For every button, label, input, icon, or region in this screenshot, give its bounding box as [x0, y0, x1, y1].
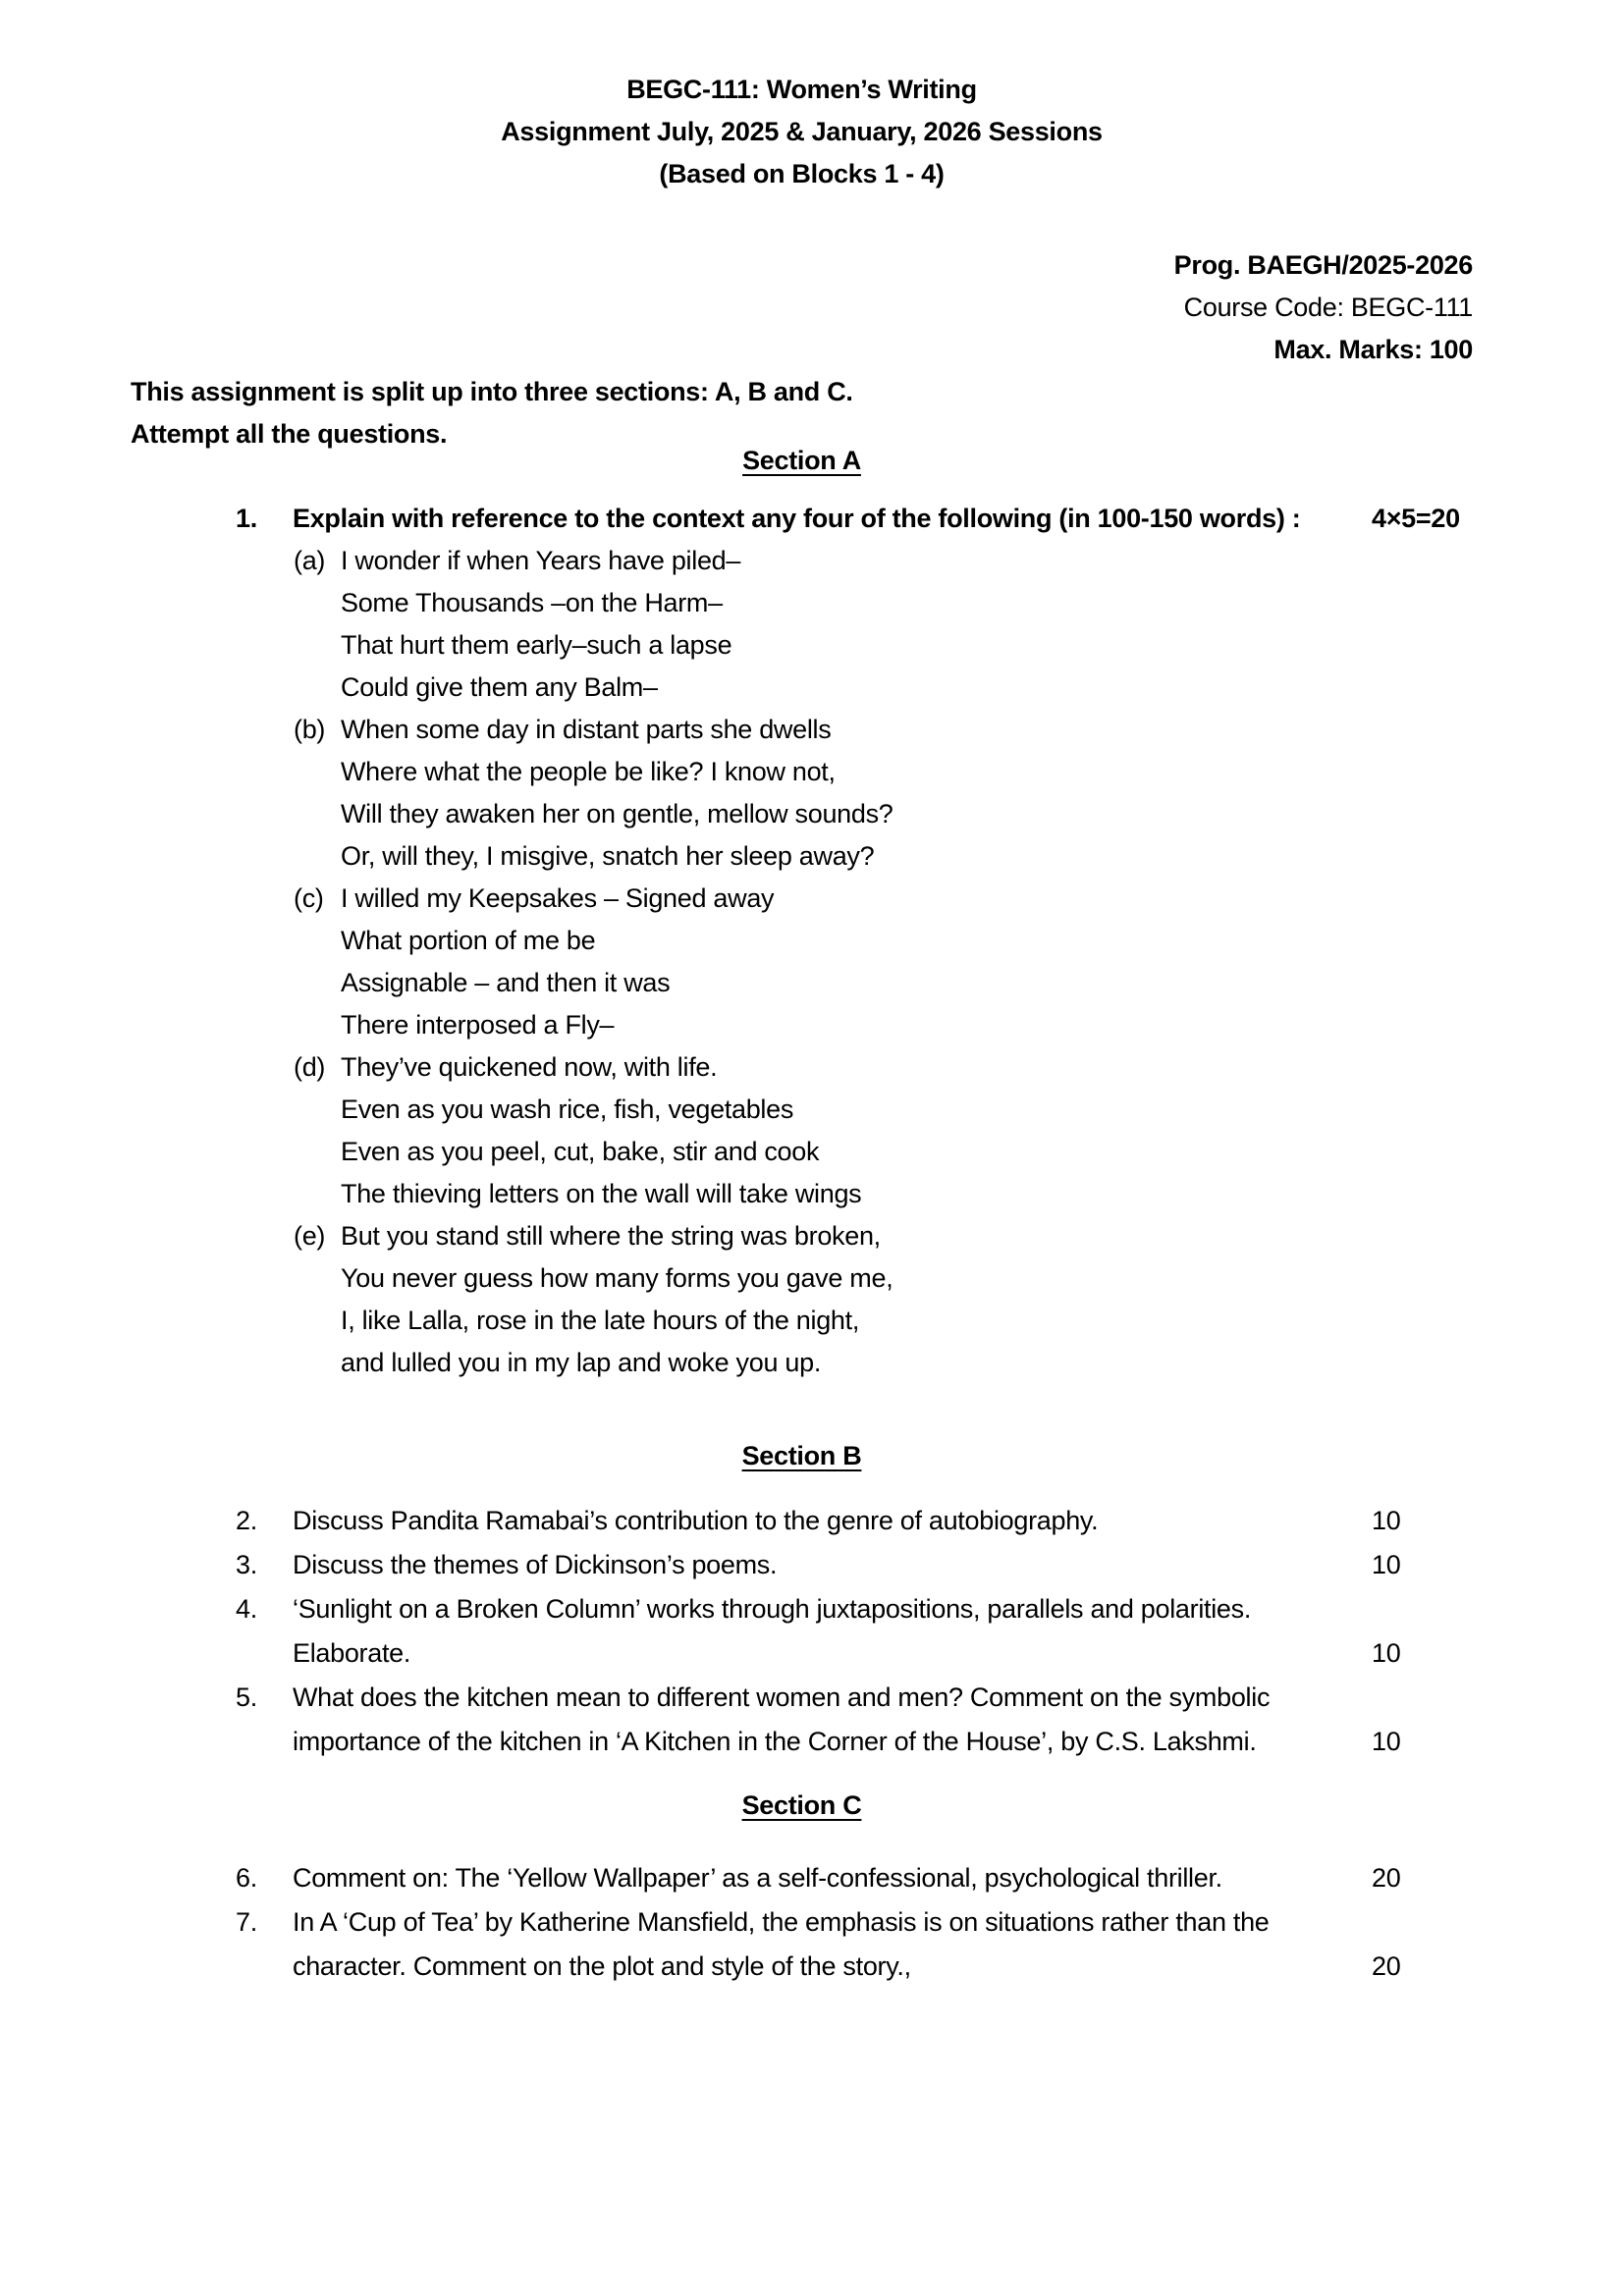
question-5-text-line-2: importance of the kitchen in ‘A Kitchen in the Corner of the House’, by C.S. Lakshmi.	[293, 1727, 1257, 1756]
question-1-marks: 4×5=20	[1372, 504, 1460, 533]
poem-line: Could give them any Balm–	[341, 672, 658, 702]
question-6-text: Comment on: The ‘Yellow Wallpaper’ as a self-confessional, psychological thriller.	[293, 1863, 1222, 1893]
poem-line: But you stand still where the string was broken,	[341, 1221, 881, 1251]
subitem-b-label: (b)	[294, 715, 326, 744]
question-4-number: 4.	[236, 1594, 257, 1624]
poem-line: Will they awaken her on gentle, mellow sounds?	[341, 799, 893, 828]
subitem-e	[131, 1215, 1473, 1384]
section-c	[131, 1856, 1473, 1989]
course-info-block	[131, 244, 1473, 371]
question-2-marks: 10	[1372, 1506, 1401, 1535]
question-7-text-line-1: In A ‘Cup of Tea’ by Katherine Mansfield, the emphasis is on situations rather than the	[293, 1907, 1270, 1937]
subitem-d	[131, 1046, 1473, 1215]
poem-line: That hurt them early–such a lapse	[341, 630, 732, 660]
question-7-marks: 20	[1372, 1951, 1401, 1981]
section-a-title: Section A	[742, 446, 861, 475]
poem-line: Assignable – and then it was	[341, 968, 671, 997]
subitem-a	[131, 540, 1473, 709]
question-4-text-line-1: ‘Sunlight on a Broken Column’ works through juxtapositions, parallels and polarities.	[293, 1594, 1252, 1624]
poem-line: Even as you peel, cut, bake, stir and cook	[341, 1137, 820, 1166]
poem-line: Some Thousands –on the Harm–	[341, 588, 723, 617]
subitem-b	[131, 709, 1473, 878]
doc-title-line-2: Assignment July, 2025 & January, 2026 Sessions	[501, 117, 1103, 146]
question-5-text-line-1: What does the kitchen mean to different women and men? Comment on the symbolic	[293, 1682, 1271, 1712]
poem-line: and lulled you in my lap and woke you up.	[341, 1348, 822, 1377]
question-4-text-line-2: Elaborate.	[293, 1638, 411, 1668]
poem-line: I wonder if when Years have piled–	[341, 546, 741, 575]
section-b-title: Section B	[741, 1441, 862, 1470]
poem-line: There interposed a Fly–	[341, 1010, 615, 1040]
question-6	[131, 1856, 1473, 1900]
question-3-marks: 10	[1372, 1550, 1401, 1579]
question-3-text: Discuss the themes of Dickinson’s poems.	[293, 1550, 778, 1579]
question-7	[131, 1900, 1473, 1989]
doc-title-line-3: (Based on Blocks 1 - 4)	[659, 159, 945, 188]
section-a	[131, 498, 1473, 1384]
document-header	[131, 69, 1473, 195]
question-2	[131, 1499, 1473, 1543]
question-3	[131, 1543, 1473, 1587]
poem-line: Where what the people be like? I know not,	[341, 757, 836, 786]
question-2-number: 2.	[236, 1506, 257, 1535]
question-2-text: Discuss Pandita Ramabai’s contribution to the genre of autobiography.	[293, 1506, 1099, 1535]
question-1	[131, 498, 1473, 540]
subitem-c	[131, 878, 1473, 1046]
program-code: Prog. BAEGH/2025-2026	[1173, 250, 1473, 280]
question-7-number: 7.	[236, 1907, 257, 1937]
poem-line: When some day in distant parts she dwells	[341, 715, 832, 744]
question-5	[131, 1676, 1473, 1764]
question-3-number: 3.	[236, 1550, 257, 1579]
question-5-number: 5.	[236, 1682, 257, 1712]
poem-line: What portion of me be	[341, 926, 596, 955]
course-code: Course Code: BEGC-111	[1183, 293, 1473, 322]
subitem-d-label: (d)	[294, 1052, 326, 1082]
poem-line: Or, will they, I misgive, snatch her sleep away?	[341, 841, 875, 871]
subitem-c-label: (c)	[294, 883, 324, 913]
poem-line: The thieving letters on the wall will take wings	[341, 1179, 862, 1208]
question-4-marks: 10	[1372, 1638, 1401, 1668]
instruction-line-1: This assignment is split up into three sections: A, B and C.	[131, 377, 853, 406]
poem-line: You never guess how many forms you gave me,	[341, 1263, 893, 1293]
max-marks: Max. Marks: 100	[1273, 335, 1473, 364]
poem-line: They’ve quickened now, with life.	[341, 1052, 718, 1082]
poem-line: I, like Lalla, rose in the late hours of the night,	[341, 1306, 860, 1335]
instruction-line-2: Attempt all the questions.	[131, 419, 448, 449]
question-6-marks: 20	[1372, 1863, 1401, 1893]
question-5-marks: 10	[1372, 1727, 1401, 1756]
subitem-e-label: (e)	[294, 1221, 326, 1251]
section-b	[131, 1499, 1473, 1764]
section-c-title: Section C	[741, 1790, 862, 1820]
question-7-text-line-2: character. Comment on the plot and style of the story.,	[293, 1951, 911, 1981]
poem-line: Even as you wash rice, fish, vegetables	[341, 1095, 794, 1124]
question-1-text: Explain with reference to the context any four of the following (in 100-150 words) :	[293, 504, 1301, 533]
question-6-number: 6.	[236, 1863, 257, 1893]
doc-title-line-1: BEGC-111: Women’s Writing	[626, 75, 977, 104]
subitem-a-label: (a)	[294, 546, 326, 575]
question-1-number: 1.	[236, 504, 257, 533]
poem-line: I willed my Keepsakes – Signed away	[341, 883, 775, 913]
question-4	[131, 1587, 1473, 1676]
